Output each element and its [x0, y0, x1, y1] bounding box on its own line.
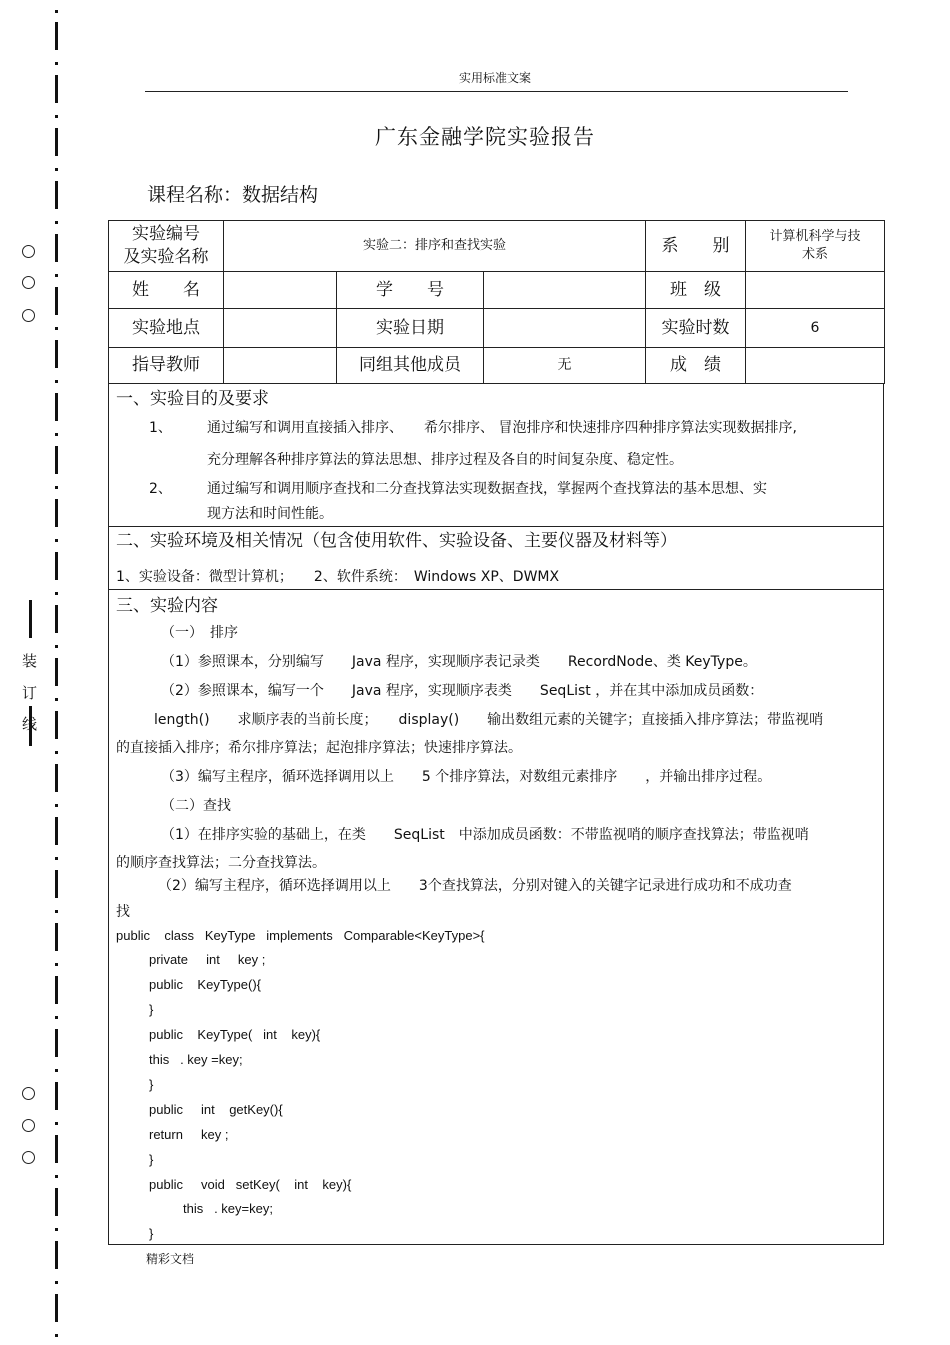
code-line: this . key=key;	[183, 1201, 273, 1216]
binding-dash	[55, 1334, 58, 1337]
content-line: （2）编写主程序，循环选择调用以上 3个查找算法，分别对键入的关键字记录进行成功和不成功查	[158, 878, 792, 894]
code-line: public KeyType(){	[149, 977, 261, 992]
label-grade: 成 绩	[646, 348, 746, 384]
label-instructor: 指导教师	[109, 348, 224, 384]
value-hours: 6	[746, 309, 885, 348]
binding-dash	[55, 22, 58, 50]
item-1-line-2: 充分理解各种排序算法的算法思想、排序过程及各自的时间复杂度、稳定性。	[207, 452, 683, 468]
content-line: （1）在排序实验的基础上，在类 SeqList 中添加成员函数：不带监视哨的顺序查找算法；带监视哨	[161, 827, 809, 843]
table-row	[109, 272, 885, 309]
content-line: （2）参照课本，编写一个 Java 程序，实现顺序表类 SeqList ，并在其中添加成员函数：	[161, 683, 764, 699]
label-location: 实验地点	[109, 309, 224, 348]
header-rule	[145, 91, 848, 92]
binding-dash	[55, 963, 58, 966]
binding-dash	[55, 340, 58, 368]
content-line: 的直接插入排序；希尔排序算法；起泡排序算法；快速排序算法。	[116, 740, 522, 756]
code-line: return key ;	[149, 1127, 229, 1142]
binding-mark	[29, 600, 32, 638]
section-2-title: 二、实验环境及相关情况（包含使用软件、实验设备、主要仪器及材料等）	[116, 531, 677, 551]
binding-dash	[55, 711, 58, 739]
page-footer: 精彩文档	[146, 1252, 195, 1266]
binding-dash	[55, 499, 58, 527]
value-date	[484, 309, 646, 348]
code-line: public void setKey( int key){	[149, 1177, 352, 1192]
binding-char: 订	[22, 684, 38, 702]
content-line: 找	[116, 904, 130, 920]
value-line: 计算机科学与技	[769, 229, 861, 245]
code-line: this . key =key;	[149, 1052, 243, 1067]
report-title: 广东金融学院实验报告	[375, 125, 595, 149]
binding-dash	[55, 804, 58, 807]
binding-dash	[55, 764, 58, 792]
label-student-id: 学 号	[337, 272, 484, 309]
content-line: length() 求顺序表的当前长度； display() 输出数组元素的关键字；直接插入排序算法；带监视哨	[154, 712, 824, 728]
environment-line: 1、实验设备：微型计算机； 2、软件系统： Windows XP、DWMX	[116, 569, 560, 585]
code-line: private int key ;	[149, 952, 266, 967]
binding-dash	[55, 605, 58, 633]
binding-dash	[55, 552, 58, 580]
label-class: 班 级	[646, 272, 746, 309]
binding-dash	[55, 698, 58, 701]
label-name: 姓 名	[109, 272, 224, 309]
code-line: }	[149, 1226, 154, 1241]
binding-dash	[55, 751, 58, 754]
binding-dash	[55, 1241, 58, 1269]
binding-dash	[55, 446, 58, 474]
code-line: public class KeyType implements Comparable<KeyType>{	[116, 928, 485, 943]
code-line: }	[149, 1077, 154, 1092]
value-line: 术系	[802, 247, 829, 262]
item-number: 1、	[149, 420, 172, 436]
binding-hole	[22, 276, 35, 289]
value-department	[746, 221, 885, 272]
course-name: 课程名称：数据结构	[147, 184, 319, 206]
content-line: （二）查找	[161, 798, 231, 814]
page-header: 实用标准文案	[458, 71, 531, 85]
binding-dash	[55, 645, 58, 648]
binding-dash	[55, 393, 58, 421]
binding-dash	[55, 592, 58, 595]
binding-dash	[55, 658, 58, 686]
value-class	[746, 272, 885, 309]
binding-hole	[22, 1119, 35, 1132]
binding-char: 线	[22, 715, 38, 733]
binding-dash	[55, 287, 58, 315]
binding-dash	[55, 115, 58, 118]
binding-dash	[55, 62, 58, 65]
binding-hole	[22, 245, 35, 258]
info-table	[108, 220, 885, 384]
section-1-title: 一、实验目的及要求	[116, 389, 269, 409]
item-number: 2、	[149, 481, 172, 497]
content-line: 的顺序查找算法；二分查找算法。	[116, 855, 326, 871]
binding-hole	[22, 309, 35, 322]
binding-dash	[55, 274, 58, 277]
item-2-line-2: 现方法和时间性能。	[207, 506, 333, 522]
binding-dash	[55, 923, 58, 951]
value-instructor	[224, 348, 337, 384]
binding-dash	[55, 817, 58, 845]
binding-dash	[55, 234, 58, 262]
label-hours: 实验时数	[646, 309, 746, 348]
value-location	[224, 309, 337, 348]
label-group-members: 同组其他成员	[337, 348, 484, 384]
code-line: public int getKey(){	[149, 1102, 283, 1117]
binding-dash	[55, 1135, 58, 1163]
binding-char: 装	[22, 652, 38, 670]
value-student-id	[484, 272, 646, 309]
binding-dash	[55, 1069, 58, 1072]
binding-dash	[55, 1082, 58, 1110]
binding-dash	[55, 539, 58, 542]
value-group-members: 无	[484, 348, 646, 384]
code-line: public KeyType( int key){	[149, 1027, 321, 1042]
item-2-line-1: 通过编写和调用顺序查找和二分查找算法实现数据查找，掌握两个查找算法的基本思想、实	[207, 481, 767, 497]
label-department: 系 别	[646, 221, 746, 272]
label-date: 实验日期	[337, 309, 484, 348]
content-line: （3）编写主程序，循环选择调用以上 5 个排序算法，对数组元素排序 ，并输出排序过程。	[161, 769, 772, 785]
binding-dash	[55, 1029, 58, 1057]
binding-dash	[55, 870, 58, 898]
table-row	[109, 348, 885, 384]
binding-hole	[22, 1087, 35, 1100]
binding-dash	[55, 221, 58, 224]
binding-dash	[55, 181, 58, 209]
binding-dash	[55, 857, 58, 860]
content-line: （1）参照课本，分别编写 Java 程序，实现顺序表记录类 RecordNode、类 KeyType。	[161, 654, 757, 670]
code-line: }	[149, 1152, 154, 1167]
section-3-title: 三、实验内容	[116, 596, 218, 616]
binding-dash	[55, 1016, 58, 1019]
binding-dash	[55, 1228, 58, 1231]
binding-dash	[55, 10, 58, 13]
label-line: 及实验名称	[123, 247, 209, 267]
binding-dash	[55, 910, 58, 913]
binding-dash	[55, 976, 58, 1004]
table-row	[109, 221, 885, 272]
table-row	[109, 309, 885, 348]
binding-dash	[55, 380, 58, 383]
content-line: （一） 排序	[161, 625, 238, 641]
value-name	[224, 272, 337, 309]
binding-dash	[55, 1281, 58, 1284]
binding-dash	[55, 1175, 58, 1178]
item-1-line-1: 通过编写和调用直接插入排序、 希尔排序、 冒泡排序和快速排序四种排序算法实现数据排序,	[207, 420, 797, 436]
binding-dash	[55, 1188, 58, 1216]
code-line: }	[149, 1002, 154, 1017]
value-grade	[746, 348, 885, 384]
label-line: 实验编号	[132, 224, 200, 245]
binding-hole	[22, 1151, 35, 1164]
value-experiment-name: 实验二：排序和查找实验	[224, 221, 646, 272]
binding-dash	[55, 486, 58, 489]
binding-dash	[55, 433, 58, 436]
binding-dash	[55, 168, 58, 171]
binding-dash	[55, 1122, 58, 1125]
label-experiment-name	[109, 221, 224, 272]
binding-dash	[55, 327, 58, 330]
binding-dash	[55, 1294, 58, 1322]
